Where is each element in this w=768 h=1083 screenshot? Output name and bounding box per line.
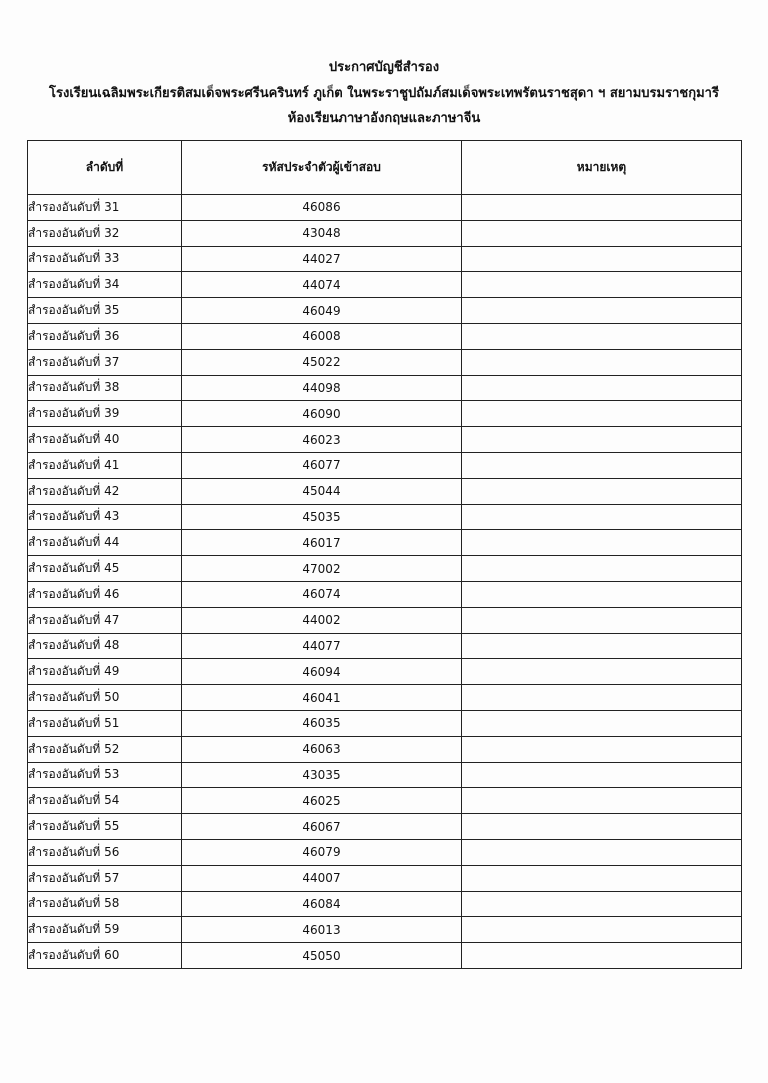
table-row [28, 710, 742, 736]
remarks-cell [462, 891, 742, 917]
remarks-cell [462, 581, 742, 607]
rank-cell: สำรองอันดับที่ 50 [28, 685, 182, 711]
rank-cell: สำรองอันดับที่ 40 [28, 427, 182, 453]
table-row [28, 839, 742, 865]
candidate-code-cell: 46063 [182, 736, 462, 762]
remarks-cell [462, 375, 742, 401]
candidate-code-cell: 45050 [182, 943, 462, 969]
remarks-cell [462, 298, 742, 324]
remarks-cell [462, 478, 742, 504]
candidate-code-cell: 44074 [182, 272, 462, 298]
rank-cell: สำรองอันดับที่ 55 [28, 814, 182, 840]
candidate-code-cell: 46084 [182, 891, 462, 917]
candidate-code-cell: 46017 [182, 530, 462, 556]
table-row [28, 401, 742, 427]
rank-cell: สำรองอันดับที่ 33 [28, 246, 182, 272]
column-header-remarks: หมายเหตุ [462, 141, 742, 195]
remarks-cell [462, 220, 742, 246]
rank-cell: สำรองอันดับที่ 46 [28, 581, 182, 607]
remarks-cell [462, 659, 742, 685]
table-row [28, 427, 742, 453]
candidate-code-cell: 46079 [182, 839, 462, 865]
candidate-code-cell: 46067 [182, 814, 462, 840]
remarks-cell [462, 685, 742, 711]
candidate-code-cell: 47002 [182, 556, 462, 582]
candidate-code-cell: 44007 [182, 865, 462, 891]
remarks-cell [462, 607, 742, 633]
rank-cell: สำรองอันดับที่ 34 [28, 272, 182, 298]
table-row [28, 865, 742, 891]
candidate-code-cell: 46074 [182, 581, 462, 607]
rank-cell: สำรองอันดับที่ 57 [28, 865, 182, 891]
table-row [28, 607, 742, 633]
table-row [28, 762, 742, 788]
rank-cell: สำรองอันดับที่ 59 [28, 917, 182, 943]
table-row [28, 736, 742, 762]
rank-cell: สำรองอันดับที่ 48 [28, 633, 182, 659]
rank-cell: สำรองอันดับที่ 60 [28, 943, 182, 969]
rank-cell: สำรองอันดับที่ 39 [28, 401, 182, 427]
table-row [28, 633, 742, 659]
table-row [28, 246, 742, 272]
rank-cell: สำรองอันดับที่ 51 [28, 710, 182, 736]
remarks-cell [462, 762, 742, 788]
remarks-cell [462, 788, 742, 814]
program-name: ห้องเรียนภาษาอังกฤษและภาษาจีน [287, 111, 481, 126]
table-row [28, 452, 742, 478]
candidate-code-cell: 46049 [182, 298, 462, 324]
remarks-cell [462, 943, 742, 969]
table-row [28, 814, 742, 840]
remarks-cell [462, 349, 742, 375]
remarks-cell [462, 556, 742, 582]
reserve-list-table [27, 140, 742, 969]
rank-cell: สำรองอันดับที่ 37 [28, 349, 182, 375]
table-row [28, 891, 742, 917]
rank-cell: สำรองอันดับที่ 52 [28, 736, 182, 762]
remarks-cell [462, 246, 742, 272]
rank-cell: สำรองอันดับที่ 38 [28, 375, 182, 401]
table-row [28, 556, 742, 582]
rank-cell: สำรองอันดับที่ 44 [28, 530, 182, 556]
table-row [28, 530, 742, 556]
rank-cell: สำรองอันดับที่ 45 [28, 556, 182, 582]
table-row [28, 943, 742, 969]
remarks-cell [462, 736, 742, 762]
table-row [28, 917, 742, 943]
table-row [28, 298, 742, 324]
candidate-code-cell: 43048 [182, 220, 462, 246]
candidate-code-cell: 46008 [182, 323, 462, 349]
rank-cell: สำรองอันดับที่ 31 [28, 195, 182, 221]
rank-cell: สำรองอันดับที่ 42 [28, 478, 182, 504]
rank-cell: สำรองอันดับที่ 43 [28, 504, 182, 530]
remarks-cell [462, 272, 742, 298]
table-row [28, 220, 742, 246]
candidate-code-cell: 45044 [182, 478, 462, 504]
table-row [28, 504, 742, 530]
candidate-code-cell: 44077 [182, 633, 462, 659]
candidate-code-cell: 44002 [182, 607, 462, 633]
remarks-cell [462, 865, 742, 891]
table-row [28, 685, 742, 711]
table-row [28, 788, 742, 814]
rank-cell: สำรองอันดับที่ 54 [28, 788, 182, 814]
table-row [28, 195, 742, 221]
table-row [28, 478, 742, 504]
candidate-code-cell: 46013 [182, 917, 462, 943]
candidate-code-cell: 46094 [182, 659, 462, 685]
column-header-rank: ลำดับที่ [28, 141, 182, 195]
candidate-code-cell: 45035 [182, 504, 462, 530]
rank-cell: สำรองอันดับที่ 36 [28, 323, 182, 349]
remarks-cell [462, 323, 742, 349]
table-header-row [28, 141, 742, 195]
rank-cell: สำรองอันดับที่ 41 [28, 452, 182, 478]
candidate-code-cell: 46077 [182, 452, 462, 478]
table-row [28, 375, 742, 401]
rank-cell: สำรองอันดับที่ 49 [28, 659, 182, 685]
remarks-cell [462, 504, 742, 530]
rank-cell: สำรองอันดับที่ 32 [28, 220, 182, 246]
candidate-code-cell: 46086 [182, 195, 462, 221]
remarks-cell [462, 195, 742, 221]
candidate-code-cell: 46041 [182, 685, 462, 711]
document-title: ประกาศบัญชีสำรอง [328, 60, 440, 75]
remarks-cell [462, 633, 742, 659]
remarks-cell [462, 814, 742, 840]
rank-cell: สำรองอันดับที่ 53 [28, 762, 182, 788]
candidate-code-cell: 45022 [182, 349, 462, 375]
candidate-code-cell: 46023 [182, 427, 462, 453]
remarks-cell [462, 710, 742, 736]
rank-cell: สำรองอันดับที่ 47 [28, 607, 182, 633]
remarks-cell [462, 452, 742, 478]
rank-cell: สำรองอันดับที่ 56 [28, 839, 182, 865]
table-body [28, 195, 742, 969]
candidate-code-cell: 43035 [182, 762, 462, 788]
remarks-cell [462, 401, 742, 427]
school-name: โรงเรียนเฉลิมพระเกียรติสมเด็จพระศรีนครินทร์ ภูเก็ต ในพระราชูปถัมภ์สมเด็จพระเทพรัตนราชสุดา ฯ สยามบรมราชกุมารี [49, 86, 719, 101]
rank-cell: สำรองอันดับที่ 35 [28, 298, 182, 324]
table-row [28, 349, 742, 375]
column-header-candidate-code: รหัสประจำตัวผู้เข้าสอบ [182, 141, 462, 195]
remarks-cell [462, 530, 742, 556]
rank-cell: สำรองอันดับที่ 58 [28, 891, 182, 917]
table-row [28, 323, 742, 349]
candidate-code-cell: 46035 [182, 710, 462, 736]
remarks-cell [462, 839, 742, 865]
remarks-cell [462, 427, 742, 453]
table-row [28, 659, 742, 685]
table-row [28, 272, 742, 298]
candidate-code-cell: 46090 [182, 401, 462, 427]
candidate-code-cell: 46025 [182, 788, 462, 814]
candidate-code-cell: 44027 [182, 246, 462, 272]
candidate-code-cell: 44098 [182, 375, 462, 401]
remarks-cell [462, 917, 742, 943]
table-row [28, 581, 742, 607]
